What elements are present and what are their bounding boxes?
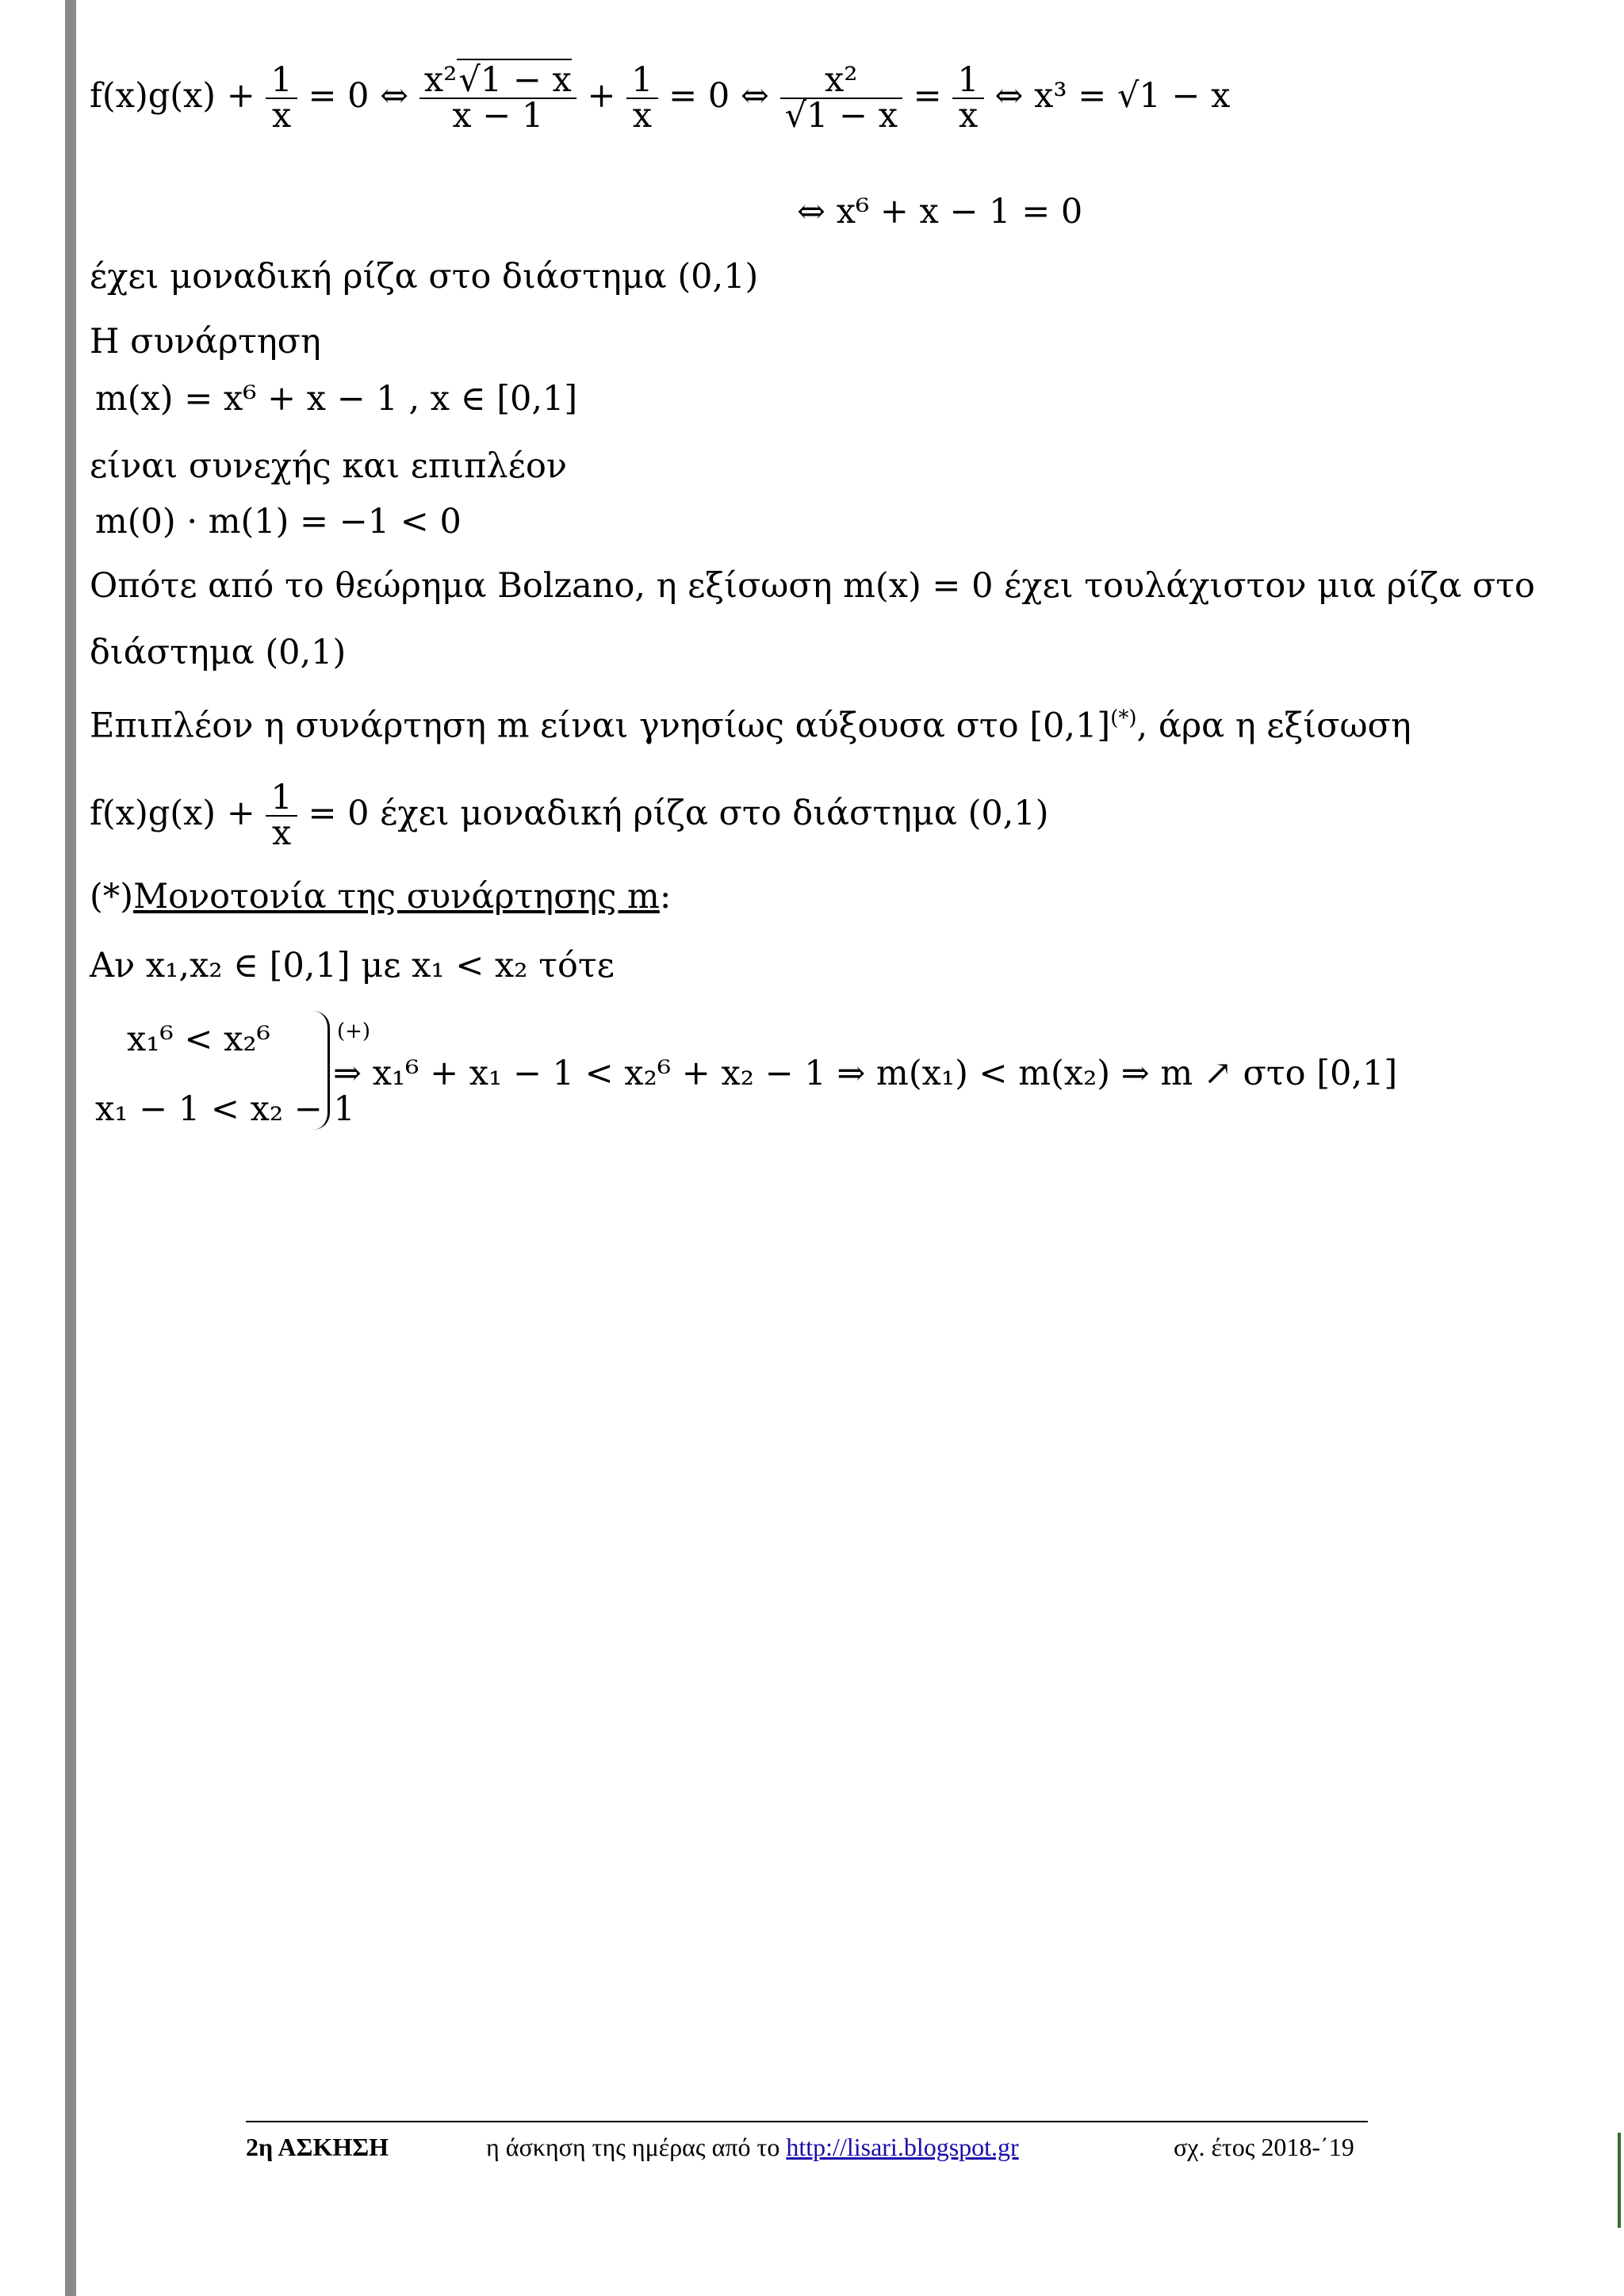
equation-line-1: f(x)g(x) + $\frac{1}{x}$ = 0 ⇔ $\frac{\text{x²√1 − x}}{x - 1}$ + $\frac{1}{x}$ = 0 ⇔ $\frac{\text{x²}}{√1 - x}$ = $\frac{1}{x}$ ⇔ x³ = √1 − x	[90, 60, 1231, 136]
eq1-lhs: f(x)g(x) +	[90, 76, 255, 116]
footer-link[interactable]: http://lisari.blogspot.gr	[786, 2133, 1019, 2161]
text-continuous: είναι συνεχής και επιπλέον	[90, 446, 567, 486]
eq1-frac-1: $\frac{1}{x}$	[266, 63, 297, 133]
right-edge-mark	[1618, 2133, 1621, 2228]
text-moreover: Επιπλέον η συνάρτηση m είναι γνησίως αύξουσα στο [0,1](*), άρα η εξίσωση	[90, 706, 1411, 746]
footer-middle: η άσκηση της ημέρας από το http://lisari.blogspot.gr	[486, 2133, 1019, 2161]
equation-line-3: f(x)g(x) + $\frac{1}{x}$ = 0 έχει μοναδική ρίζα στο διάστημα (0,1)	[90, 778, 1049, 853]
equation-line-2: ⇔ x⁶ + x − 1 = 0	[797, 192, 1083, 232]
eq1-frac-5: $\frac{1}{x}$	[952, 63, 983, 133]
text-function: Η συνάρτηση	[90, 322, 321, 362]
eq1-eq0: = 0 ⇔	[308, 76, 409, 116]
conclusion: ⇒ x₁⁶ + x₁ − 1 < x₂⁶ + x₂ − 1 ⇒ m(x₁) < m(x₂) ⇒ m ↗ στο [0,1]	[333, 1054, 1398, 1093]
text-interval: διάστημα (0,1)	[90, 633, 347, 672]
monotonicity-heading: (*)Μονοτονία της συνάρτησης m:	[90, 877, 672, 916]
eq3-frac: $\frac{1}{x}$	[266, 781, 297, 851]
inequality-1: x₁⁶ < x₂⁶	[127, 1020, 270, 1059]
left-margin-bar	[65, 0, 76, 2296]
brace	[313, 1011, 330, 1130]
text-bolzano: Οπότε από το θεώρημα Bolzano, η εξίσωση m(x) = 0 έχει τουλάχιστον μια ρίζα στο	[90, 566, 1535, 606]
inequality-2: x₁ − 1 < x₂ − 1	[95, 1089, 355, 1129]
footer-exercise: 2η ΑΣΚΗΣΗ	[246, 2133, 389, 2161]
eq1-frac-3: $\frac{1}{x}$	[626, 63, 657, 133]
text-if: Αν x₁,x₂ ∈ [0,1] με x₁ < x₂ τότε	[90, 946, 615, 985]
m-definition: m(x) = x⁶ + x − 1 , x ∈ [0,1]	[95, 379, 578, 419]
eq1-frac-2: $\frac{\text{x²√1 − x}}{x - 1}$	[419, 63, 576, 133]
bolzano-product: m(0) · m(1) = −1 < 0	[95, 502, 462, 541]
plus-annotation: (+)	[337, 1020, 371, 1043]
footer-divider	[246, 2121, 1368, 2122]
eq1-frac-4: $\frac{\text{x²}}{√1 - x}$	[780, 63, 902, 133]
text-unique-root: έχει μοναδική ρίζα στο διάστημα (0,1)	[90, 257, 759, 297]
footer-year: σχ. έτος 2018-΄19	[1174, 2133, 1354, 2161]
